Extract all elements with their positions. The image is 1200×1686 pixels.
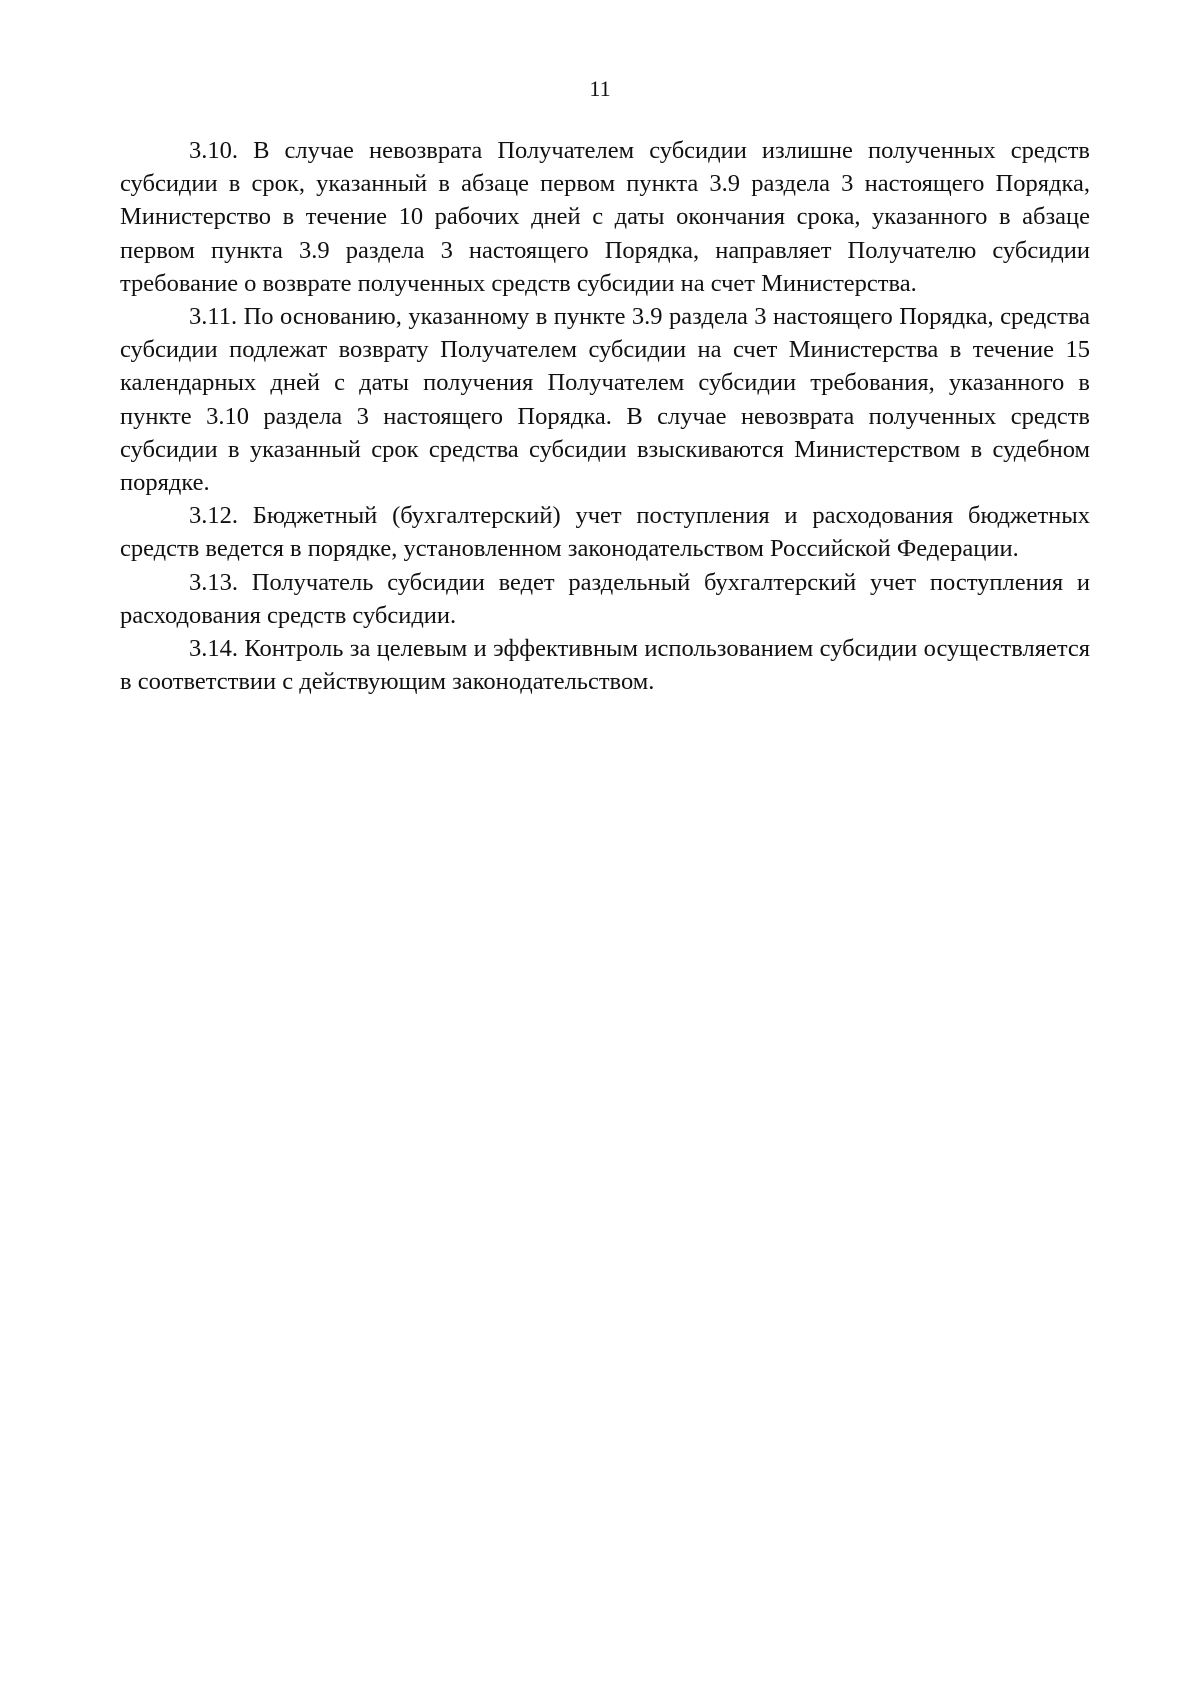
paragraph-3-14: 3.14. Контроль за целевым и эффективным использованием субсидии осуществляется в соответствии с действующим законодательством.: [120, 635, 1090, 696]
document-body: [120, 134, 1090, 698]
paragraph-3-13: 3.13. Получатель субсидии ведет раздельный бухгалтерский учет поступления и расходования средств субсидии.: [120, 568, 1090, 629]
paragraph-3-10: 3.10. В случае невозврата Получателем субсидии излишне полученных средств субсидии в срок, указанный в абзаце первом пункта 3.9 раздела 3 настоящего Порядка, Министерство в течение 10 рабочих дней с даты окончания срока, указанного в абзаце первом пункта 3.9 раздела 3 настоящего Порядка, направляет Получателю субсидии требование о возврате полученных средств субсидии на счет Министерства.: [120, 137, 1090, 297]
paragraph-3-12: 3.12. Бюджетный (бухгалтерский) учет поступления и расходования бюджетных средств ведется в порядке, установленном законодательством Российской Федерации.: [120, 502, 1090, 563]
page-number: 11: [589, 76, 611, 101]
paragraph-3-11: 3.11. По основанию, указанному в пункте 3.9 раздела 3 настоящего Порядка, средства субсидии подлежат возврату Получателем субсидии на счет Министерства в течение 15 календарных дней с даты получения Получателем субсидии требования, указанного в пункте 3.10 раздела 3 настоящего Порядка. В случае невозврата полученных средств субсидии в указанный срок средства субсидии взыскиваются Министерством в судебном порядке.: [120, 303, 1090, 497]
